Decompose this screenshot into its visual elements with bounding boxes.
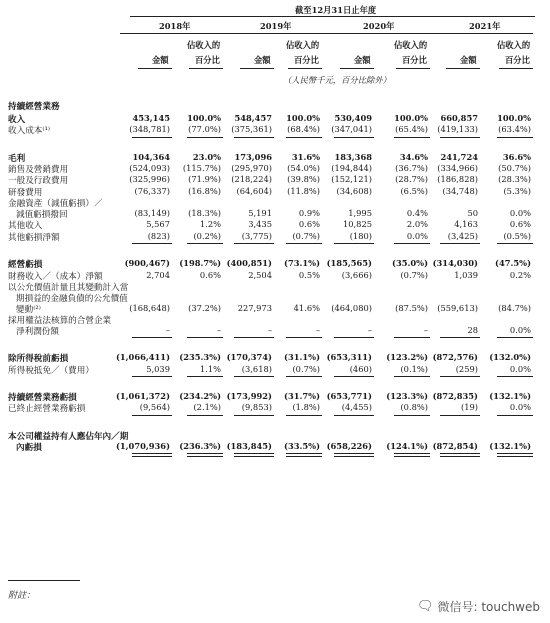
pct-cell: (87.5%) [395, 302, 428, 313]
pct-cell: (1.8%) [292, 402, 320, 413]
amount-cell: 3,435 [248, 219, 272, 230]
pct-cell: (5.3%) [503, 185, 531, 196]
amount-cell: (872,835) [432, 391, 478, 401]
total-rule [497, 376, 533, 377]
amount-cell: (653,311) [326, 352, 372, 363]
total-rule [234, 376, 274, 377]
pct-header: 佔收入的 [497, 40, 531, 50]
pct-cell: 2.0% [406, 219, 428, 230]
year-rule [120, 33, 223, 34]
amount-cell: 183,368 [334, 151, 372, 162]
col-rule [499, 68, 533, 69]
pct-cell: 0.2% [509, 269, 531, 280]
amount-cell: (295,970) [231, 163, 272, 173]
row-label: 毛利 [8, 153, 26, 164]
pct-cell: (198.7%) [179, 258, 221, 269]
amount-cell: (3,425) [447, 230, 478, 241]
total-rule [132, 453, 172, 457]
total-rule [394, 337, 430, 338]
total-rule [334, 137, 374, 138]
total-rule [187, 376, 223, 377]
amount-cell: 548,457 [234, 112, 272, 123]
amount-cell: (464,080) [331, 302, 372, 313]
row-label: 財務收入／（成本）淨額 [8, 271, 103, 282]
col-rule [340, 68, 374, 69]
total-rule [440, 243, 480, 244]
pct-header: 百分比 [402, 55, 427, 65]
row-label: 本公司權益持有人應佔年內／期 [8, 431, 129, 442]
amount-cell: (460) [349, 363, 372, 374]
amount-cell: (347,041) [331, 124, 372, 135]
pct-header: 佔收入的 [286, 40, 320, 50]
amount-cell: (559,613) [437, 302, 478, 313]
pct-cell: – [216, 324, 221, 335]
pct-cell: (132.0%) [489, 352, 531, 363]
total-rule [286, 376, 322, 377]
amount-cell: (1,061,372) [115, 391, 170, 401]
amount-cell: (524,093) [129, 163, 170, 173]
row-label: 其他收入 [8, 221, 43, 232]
amount-cell: 453,145 [132, 112, 170, 123]
amount-cell: (653,771) [326, 391, 372, 401]
pct-cell: – [423, 324, 428, 335]
row-label: 一般及行政費用 [8, 176, 69, 187]
row-label: 減值虧損撥回 [16, 210, 68, 220]
amount-cell: (9,564) [139, 402, 170, 413]
row-label: 收入 [8, 114, 26, 125]
amount-cell: (19) [460, 402, 478, 413]
row-label: 持續經營業務虧損 [8, 393, 77, 403]
col-rule [240, 68, 274, 69]
pct-cell: 34.6% [399, 151, 428, 162]
pct-cell: (123.3%) [386, 391, 428, 401]
pct-cell: 100.0% [497, 112, 531, 123]
pct-cell: 0.4% [406, 208, 428, 218]
year-rule [222, 33, 322, 34]
row-label: 以公允價值計量且其變動計入當 [8, 283, 129, 293]
pct-cell: (132.1%) [489, 391, 531, 401]
year-header: 2020年 [363, 21, 395, 31]
amount-cell: 50 [467, 208, 478, 218]
year-rule [428, 33, 533, 34]
pct-cell: (28.7%) [395, 174, 428, 185]
amount-cell: 173,096 [234, 151, 272, 162]
amount-cell: (3,666) [341, 269, 372, 280]
pct-cell: 100.0% [394, 112, 428, 123]
pct-cell: 41.6% [293, 302, 320, 313]
col-rule [138, 68, 172, 69]
amount-cell: (173,992) [226, 391, 272, 401]
row-label: 已終止經營業務虧損 [8, 404, 86, 415]
amount-header: 金額 [152, 55, 169, 65]
pct-cell: (54.0%) [287, 163, 320, 173]
pct-cell: (63.4%) [498, 124, 531, 135]
pct-cell: 0.6% [298, 219, 320, 230]
col-rule [189, 68, 223, 69]
pct-cell: 23.0% [192, 151, 221, 162]
total-rule [286, 243, 322, 244]
pct-cell: (0.7%) [292, 363, 320, 374]
pct-cell: (0.2%) [193, 230, 221, 241]
amount-cell: (3,618) [241, 363, 272, 374]
pct-header: 百分比 [294, 55, 319, 65]
section-heading: 持續經營業務 [8, 102, 60, 112]
amount-cell: (1,066,411) [115, 352, 170, 363]
pct-cell: (33.5%) [284, 440, 320, 451]
pct-cell: (124.1%) [386, 440, 428, 451]
amount-cell: (185,565) [326, 258, 372, 269]
amount-cell: (152,121) [331, 174, 372, 185]
amount-cell: (872,854) [432, 440, 478, 451]
pct-cell: (77.0%) [188, 124, 221, 135]
pct-cell: (65.4%) [395, 124, 428, 135]
total-rule [497, 415, 533, 416]
pct-cell: (35.0%) [392, 258, 428, 269]
amount-cell: (194,844) [331, 163, 372, 173]
amount-cell: (76,337) [134, 185, 170, 196]
total-rule [334, 453, 374, 457]
pct-cell: (73.1%) [284, 258, 320, 269]
pct-cell: (132.1%) [489, 440, 531, 451]
total-rule [497, 453, 533, 457]
row-label: 銷售及營銷費用 [8, 165, 69, 175]
wechat-icon: 🗨 [416, 599, 434, 614]
amount-cell: (400,851) [226, 258, 272, 269]
row-label: 採用權益法核算的合營企業 [8, 316, 112, 326]
amount-cell: (3,775) [241, 230, 272, 241]
pct-cell: 0.0% [509, 363, 531, 374]
amount-cell: (419,133) [437, 124, 478, 135]
total-rule [286, 337, 322, 338]
total-rule [394, 415, 430, 416]
total-rule [394, 243, 430, 244]
pct-cell: (0.5%) [503, 230, 531, 241]
amount-cell: 10,825 [342, 219, 372, 230]
amount-cell: (168,648) [129, 302, 170, 313]
total-rule [286, 137, 322, 138]
amount-cell: 241,724 [440, 151, 478, 162]
amount-cell: (34,748) [442, 185, 478, 196]
total-rule [187, 337, 223, 338]
row-label: 其他虧損淨額 [8, 232, 60, 243]
total-rule [497, 337, 533, 338]
pct-cell: – [315, 324, 320, 335]
pct-cell: (31.7%) [284, 391, 320, 401]
row-label: 金融資產（減值虧損）／ [8, 199, 103, 210]
amount-cell: (1,070,936) [115, 440, 170, 451]
total-rule [394, 453, 430, 457]
total-rule [234, 243, 274, 244]
row-label: 研發費用 [8, 187, 43, 198]
amount-header: 金額 [460, 55, 477, 65]
pct-cell: (68.4%) [287, 124, 320, 135]
total-rule [234, 453, 274, 457]
total-rule [286, 453, 322, 457]
amount-cell: 1,995 [348, 208, 372, 218]
amount-cell: 2,504 [248, 269, 272, 280]
pct-header: 百分比 [195, 55, 220, 65]
amount-cell: (314,030) [432, 258, 478, 269]
total-rule [234, 415, 274, 416]
pct-cell: (0.8%) [400, 402, 428, 413]
total-rule [394, 376, 430, 377]
footnote-label: 附註： [8, 591, 36, 601]
col-rule [446, 68, 480, 69]
pct-cell: 0.6% [199, 269, 221, 280]
pct-cell: (11.8%) [287, 185, 320, 196]
pct-cell: 100.0% [187, 112, 221, 123]
pct-cell: 36.6% [502, 151, 531, 162]
pct-cell: (71.9%) [188, 174, 221, 185]
amount-cell: (183,845) [226, 440, 272, 451]
amount-cell: (83,149) [134, 208, 170, 218]
amount-cell: (218,224) [231, 174, 272, 185]
pct-cell: (0.7%) [400, 269, 428, 280]
amount-cell: – [165, 324, 170, 335]
amount-cell: 227,973 [237, 302, 272, 313]
amount-cell: (823) [147, 230, 170, 241]
total-rule [132, 337, 172, 338]
pct-cell: 100.0% [286, 112, 320, 123]
row-label: 淨利潤份額 [16, 326, 59, 337]
amount-cell: 104,364 [132, 151, 170, 162]
total-rule [334, 415, 374, 416]
pct-cell: (28.3%) [498, 174, 531, 185]
pct-cell: 0.0% [509, 324, 531, 335]
amount-cell: (4,455) [341, 402, 372, 413]
pct-cell: (18.3%) [188, 208, 221, 218]
pct-cell: 0.0% [509, 208, 531, 218]
period-heading: 截至12月31日止年度 [295, 5, 377, 15]
amount-cell: (9,853) [241, 402, 272, 413]
pct-cell: (0.1%) [400, 363, 428, 374]
amount-cell: 530,409 [334, 112, 372, 123]
pct-cell: 0.5% [298, 269, 320, 280]
row-label: 所得稅抵免／（費用） [8, 365, 94, 376]
pct-cell: (236.3%) [179, 440, 221, 451]
total-rule [187, 137, 223, 138]
row-label: 期損益的金融負債的公允價值 [16, 293, 128, 304]
total-rule [440, 376, 480, 377]
amount-cell: 5,191 [248, 208, 272, 218]
amount-cell: 28 [467, 324, 478, 335]
pct-cell: 1.1% [199, 363, 221, 374]
row-label: 除所得稅前虧損 [8, 354, 69, 365]
footnote-rule [8, 580, 80, 581]
row-label: 變動⁽²⁾ [16, 304, 41, 315]
pct-cell: (37.2%) [188, 302, 221, 313]
amount-header: 金額 [254, 55, 271, 65]
total-rule [234, 137, 274, 138]
total-rule [132, 376, 172, 377]
pct-cell: (6.5%) [400, 185, 428, 196]
row-label: 收入成本⁽¹⁾ [8, 126, 51, 137]
total-rule [334, 243, 374, 244]
pct-header: 百分比 [505, 55, 530, 65]
amount-cell: – [367, 324, 372, 335]
pct-cell: 0.9% [298, 208, 320, 218]
col-rule [396, 68, 430, 69]
amount-cell: (348,781) [129, 124, 170, 135]
pct-cell: (115.7%) [182, 163, 221, 173]
amount-cell: 4,163 [454, 219, 478, 230]
pct-cell: (47.5%) [495, 258, 531, 269]
total-rule [234, 337, 274, 338]
amount-cell: 2,704 [146, 269, 170, 280]
amount-cell: (64,604) [236, 185, 272, 196]
total-rule [187, 243, 223, 244]
watermark [417, 598, 540, 615]
total-rule [187, 415, 223, 416]
amount-cell: (34,608) [336, 185, 372, 196]
amount-cell: (872,576) [432, 352, 478, 363]
total-rule [440, 137, 480, 138]
year-header: 2021年 [469, 21, 501, 31]
pct-cell: (123.2%) [386, 352, 428, 363]
watermark-text: 微信号: touchweb [437, 600, 540, 614]
amount-cell: 1,039 [454, 269, 478, 280]
pct-cell: (234.2%) [179, 391, 221, 401]
total-rule [132, 415, 172, 416]
total-rule [334, 376, 374, 377]
total-rule [440, 337, 480, 338]
total-rule [440, 415, 480, 416]
amount-cell: (180) [349, 230, 372, 241]
pct-cell: (235.3%) [179, 352, 221, 363]
amount-cell: 5,039 [146, 363, 170, 374]
pct-cell: 0.6% [509, 219, 531, 230]
pct-cell: 1.2% [199, 219, 221, 230]
pct-cell: (39.8%) [287, 174, 320, 185]
amount-cell: (375,361) [231, 124, 272, 135]
amount-cell: (259) [455, 363, 478, 374]
year-header: 2018年 [159, 21, 191, 31]
total-rule [132, 243, 172, 244]
amount-cell: (658,226) [326, 440, 372, 451]
total-rule [497, 137, 533, 138]
total-rule [132, 137, 172, 138]
pct-cell: 0.0% [406, 230, 428, 241]
pct-cell: (50.7%) [498, 163, 531, 173]
col-rule [288, 68, 322, 69]
amount-cell: (900,467) [124, 258, 170, 269]
year-rule [322, 33, 430, 34]
pct-cell: 0.0% [509, 402, 531, 413]
pct-cell: (36.7%) [395, 163, 428, 173]
pct-cell: 31.6% [291, 151, 320, 162]
amount-cell: (334,966) [437, 163, 478, 173]
amount-cell: – [267, 324, 272, 335]
total-rule [334, 337, 374, 338]
total-rule [187, 453, 223, 457]
row-label: 內虧損 [16, 442, 42, 453]
amount-cell: 660,857 [440, 112, 478, 123]
amount-header: 金額 [354, 55, 371, 65]
row-label: 經營虧損 [8, 260, 43, 271]
pct-cell: (84.7%) [498, 302, 531, 313]
pct-header: 佔收入的 [187, 40, 221, 50]
pct-cell: (0.7%) [292, 230, 320, 241]
header-rule [130, 16, 535, 17]
amount-cell: (325,996) [129, 174, 170, 185]
total-rule [440, 453, 480, 457]
pct-cell: (31.1%) [284, 352, 320, 363]
amount-cell: (170,374) [226, 352, 272, 363]
amount-cell: (186,828) [437, 174, 478, 185]
total-rule [497, 243, 533, 244]
year-header: 2019年 [260, 21, 292, 31]
total-rule [394, 137, 430, 138]
unit-note: （人民幣千元，百分比除外） [283, 75, 391, 85]
pct-cell: (2.1%) [193, 402, 221, 413]
amount-cell: 5,567 [146, 219, 170, 230]
pct-header: 佔收入的 [394, 40, 428, 50]
pct-cell: (16.8%) [188, 185, 221, 196]
total-rule [286, 415, 322, 416]
